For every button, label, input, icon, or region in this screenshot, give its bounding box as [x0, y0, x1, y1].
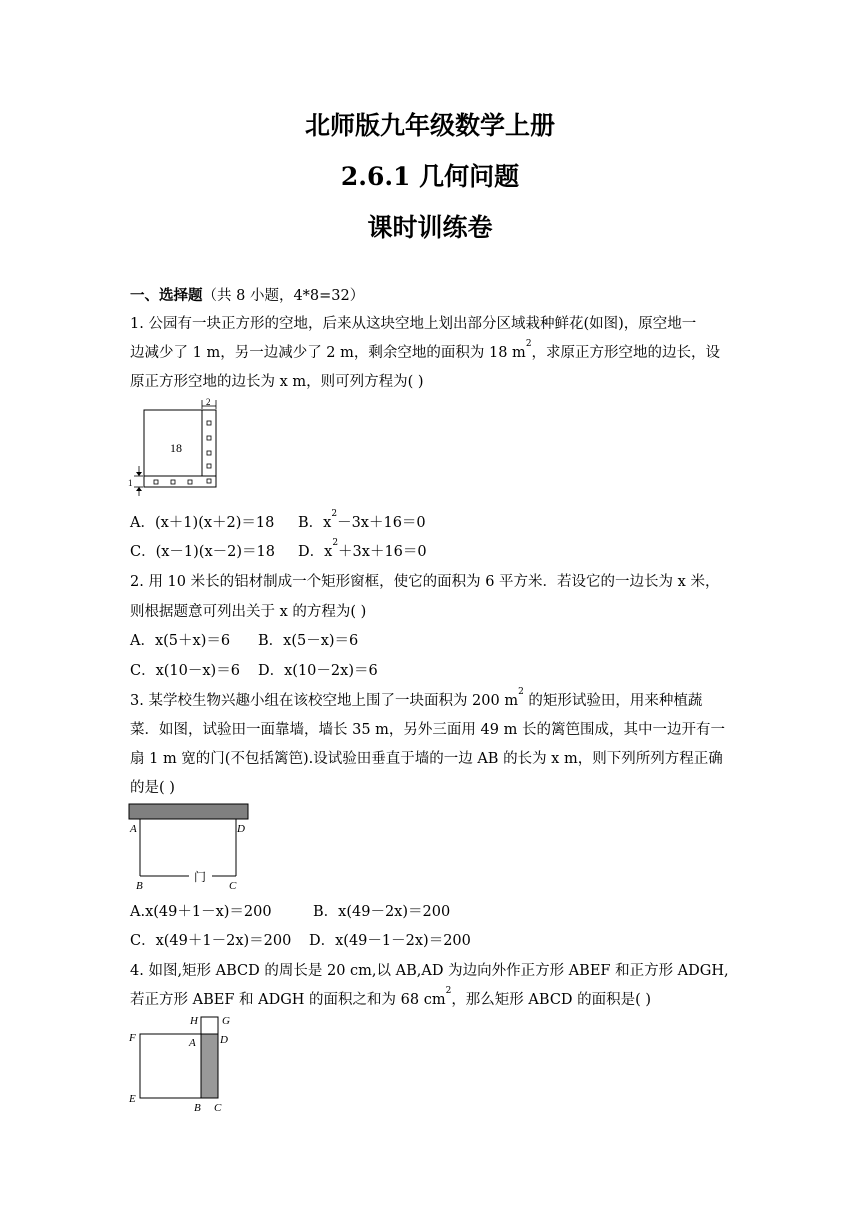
q2-line-2: 则根据题意可列出关于 x 的方程为( )	[130, 604, 367, 620]
q1-figure-left-label: 1	[128, 478, 133, 488]
section-heading	[130, 284, 364, 305]
q4-line-2	[130, 988, 651, 1009]
q4-figure-label-e: E	[129, 1093, 136, 1105]
q3-option-d: D．x(49－1－2x)＝200	[309, 933, 471, 949]
q1-option-a: A．(x＋1)(x＋2)＝18	[130, 515, 275, 531]
q1-option-b	[298, 511, 426, 532]
page-title: 北师版九年级数学上册	[304, 111, 555, 140]
q1-option-d-post: ＋3x＋16＝0	[338, 544, 427, 560]
q3-option-a: A.x(49＋1－x)＝200	[130, 904, 272, 920]
q2-line-1: 2. 用 10 米长的铝材制成一个矩形窗框，使它的面积为 6 平方米．若设它的一边长为 x 米，	[130, 574, 720, 590]
q4-figure-label-d: D	[220, 1034, 228, 1046]
q4-line-1: 4. 如图,矩形 ABCD 的周长是 20 cm,以 AB,AD 为边向外作正方形 ABEF 和正方形 ADGH,	[130, 963, 729, 979]
q3-line-3: 扇 1 m 宽的门(不包括篱笆).设试验田垂直于墙的一边 AB 的长为 x m，则下列所列方程正确	[130, 751, 723, 767]
q1-figure-area-label: 18	[170, 441, 182, 455]
q3-line-2: 菜．如图，试验田一面靠墙，墙长 35 m，另外三面用 49 m 长的篱笆围成，其中一边开有一	[130, 722, 725, 738]
q3-figure	[126, 801, 254, 891]
q2-option-b: B．x(5－x)＝6	[258, 633, 359, 649]
q1-option-d	[298, 540, 427, 561]
page-subtitle: 2.6.1 几何问题	[340, 162, 520, 191]
q1-line-2-a: 边减少了 1 m，另一边减少了 2 m，剩余空地的面积为 18 m	[130, 345, 526, 361]
q1-option-b-pre: B．x	[298, 515, 332, 531]
q1-option-b-post: －3x＋16＝0	[337, 515, 426, 531]
q3-figure-door-label: 门	[194, 870, 207, 884]
q1-line-2-sup: 2	[525, 339, 532, 349]
q4-figure-label-h: H	[190, 1015, 198, 1027]
page-subtitle-2: 课时训练卷	[367, 213, 493, 242]
q3-figure-label-b: B	[136, 880, 143, 891]
q1-line-3: 原正方形空地的边长为 x m，则可列方程为( )	[130, 374, 424, 390]
q4-figure-label-b: B	[194, 1102, 201, 1114]
q4-figure-label-g: G	[222, 1015, 230, 1027]
q3-figure-label-c: C	[229, 880, 237, 891]
q1-option-b-sup: 2	[331, 509, 338, 519]
q3-option-b: B．x(49－2x)＝200	[313, 904, 451, 920]
q1-option-c: C．(x－1)(x－2)＝18	[130, 544, 275, 560]
q3-figure-label-d: D	[237, 823, 245, 835]
q1-option-d-sup: 2	[332, 538, 339, 548]
q3-line-1-b: 的矩形试验田，用来种植蔬	[523, 693, 703, 709]
q4-line-2-b: ，那么矩形 ABCD 的面积是( )	[451, 992, 652, 1008]
q2-option-a: A．x(5＋x)＝6	[130, 633, 231, 649]
q1-line-2	[130, 341, 720, 362]
q4-shaded-rectangle	[201, 1034, 218, 1098]
q1-line-2-b: ，求原正方形空地的边长，设	[531, 345, 721, 361]
section-note: （共 8 小题，4*8=32）	[202, 288, 365, 304]
q4-figure	[126, 1010, 246, 1114]
q3-figure-label-a: A	[130, 823, 137, 835]
q4-figure-label-a: A	[189, 1037, 196, 1049]
q1-option-d-pre: D．x	[298, 544, 333, 560]
q3-option-c: C．x(49＋1－2x)＝200	[130, 933, 292, 949]
q2-option-d: D．x(10－2x)＝6	[258, 663, 378, 679]
q4-figure-label-f: F	[129, 1032, 136, 1044]
q2-option-c: C．x(10－x)＝6	[130, 663, 240, 679]
q3-line-1-a: 3. 某学校生物兴趣小组在该校空地上围了一块面积为 200 m	[130, 693, 519, 709]
q1-figure	[126, 396, 232, 498]
q1-line-1: 1. 公园有一块正方形的空地，后来从这块空地上划出部分区域栽种鲜花(如图)，原空地一	[130, 316, 697, 332]
q4-line-2-sup: 2	[445, 986, 452, 996]
q3-line-1	[130, 689, 702, 710]
q4-line-2-a: 若正方形 ABEF 和 ADGH 的面积之和为 68 cm	[130, 992, 446, 1008]
q3-line-4: 的是( )	[130, 780, 175, 796]
q4-figure-label-c: C	[214, 1102, 222, 1114]
q3-line-1-sup: 2	[518, 687, 524, 697]
q3-wall	[129, 804, 248, 819]
section-title: 一、选择题	[130, 287, 203, 304]
q1-figure-top-label: 2	[206, 397, 211, 407]
